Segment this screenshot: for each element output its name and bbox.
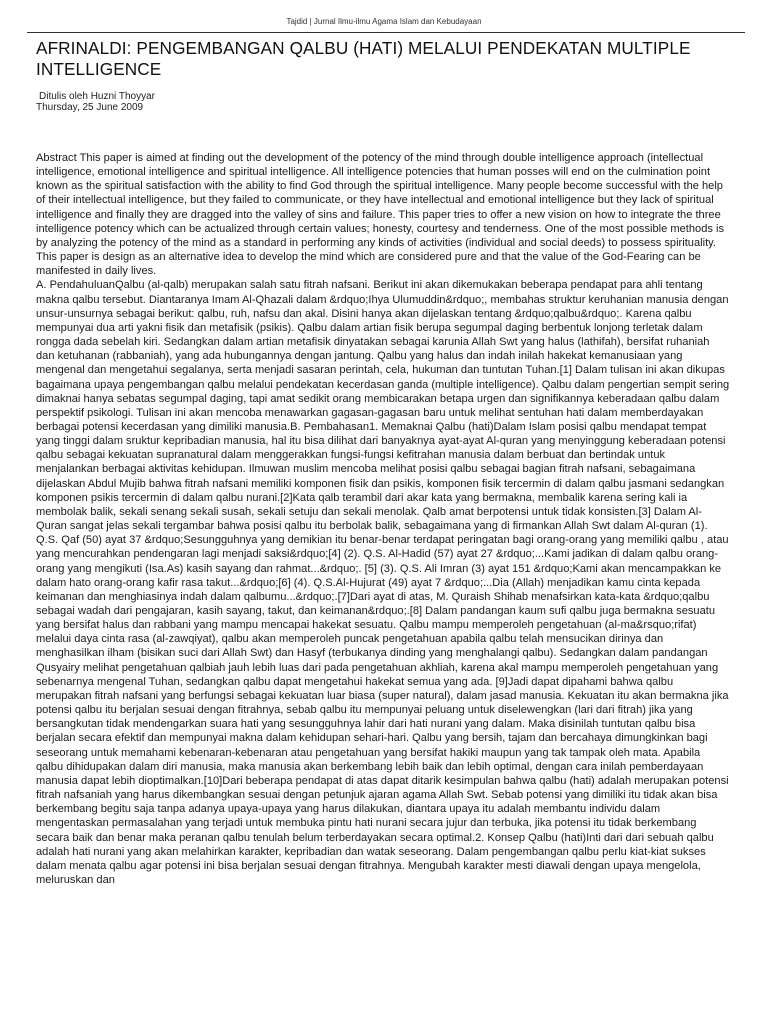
byline xyxy=(36,91,155,113)
author-line: Ditulis oleh Huzni Thoyyar xyxy=(39,91,155,102)
body-text: A. PendahuluanQalbu (al-qalb) merupakan salah satu fitrah nafsani. Berikut ini akan dikemukakan beberapa pendapat para ahli tentang makna qalbu tersebut. Diantaranya Imam Al-Qhazali dalam &rdquo;Ihya Ulumuddin&rdquo;, membahas struktur keruhanian manusia dengan unsur-unsurnya sebagai berikut: qalbu, ruh, nafsu dan akal. Disini hanya akan dijelaskan tentang &rdquo;qalbu&rdquo;. Karena qalbu mempunyai dua arti yakni fisik dan metafisik (psikis). Qalbu dalam artian fisik berupa segumpal daging berbentuk lonjong terletak dalam rongga dada sebelah kiri. Sedangkan dalam artian metafisik dinyatakan sebagai karunia Allah Swt yang halus (lathifah), bersifat ruhaniah dan ketuhanan (rabbaniah), yang ada hubungannya dengan jantung. Qalbu yang halus dan indah inilah hakekat kemanusiaan yang mengenal dan mengetahui segalanya, serta menjadi sasaran perintah, cela, hukuman dan tuntutan Tuhan.[1] Dalam tulisan ini akan dikupas bagaimana upaya pengembangan qalbu melalui pendekatan kecerdasan ganda (multiple intelligence). Qalbu dalam pengertian sempit sering dimaknai hanya sebatas segumpal daging, tapi amat sedikit orang membicarakan betapa urgen dan signifikannya keberadaan qalbu dalam perspektif psikologi. Tulisan ini akan mencoba menawarkan gagasan-gagasan baru untuk melihat sentuhan hati dalam memberdayakan berbagai potensi kecerdasan yang dimiliki manusia.B. Pembahasan1. Memaknai Qalbu (hati)Dalam Islam posisi qalbu mendapat tempat yang tinggi dalam sruktur kepribadian manusia, hal itu bisa dilihat dari banyaknya ayat-ayat Al-quran yang menyinggung keberadaan potensi qalbu sebagai kekuatan supranatural dalam menggerakkan fungsi-fungsi kefitrahan manusia dalam berbuat dan bertindak untuk menjalankan berbagai aktivitas kehidupan. Ilmuwan muslim mencoba melihat posisi qalbu sebagai bagian fitrah nafsani, sebagaimana dijelaskan Abdul Mujib bahwa fitrah nafsani memiliki komponen fisik dan psikis, komponen fisik tercermin di dalam qalbu jasmani sedangkan komponen psikis tercermin di dalam qalbu nurani.[2]Kata qalb terambil dari akar kata yang bermakna, membalik karena sering kali ia membolak balik, sekali senang sekali susah, sekali setuju dan sekali menolak. Qalb amat berpotensi untuk tidak konsisten.[3] Dalam Al-Quran sangat jelas sekali tergambar bahwa posisi qalbu itu berbolak balik, sebagaimana yang di firmankan Allah Swt dalam Al-quran (1). Q.S. Qaf (50) ayat 37 &rdquo;Sesungguhnya yang demikian itu benar-benar terdapat peringatan bagi orang-orang yang memiliki qalbu , atau yang mencurahkan pendengaran lagi menjadi saksi&rdquo;[4] (2). Q.S. Al-Hadid (57) ayat 27 &rdquo;...Kami jadikan di dalam qalbu orang-orang yang mengikuti (Isa.As) kasih sayang dan rahmat...&rdquo;. [5] (3). Q.S. Ali Imran (3) ayat 151 &rdquo;Kami akan mencampakkan ke dalam hato orang-orang kafir rasa takut...&rdquo;[6] (4). Q.S.Al-Hujurat (49) ayat 7 &rdquo;...Dia (Allah) menjadikan kamu cinta kepada keimanan dan menghiasinya indah dalam qalbumu...&rdquo;.[7]Dari ayat di atas, M. Quraish Shihab menafsirkan kata-kata &rdquo;qalbu sebagai wadah dari pengajaran, kasih sayang, takut, dan keimanan&rdquo;.[8] Dalam pandangan kaum sufi qalbu juga bermakna sesuatu yang bersifat halus dan rabbani yang mampu mencapai hakekat sesuatu. Qalbu mampu memperoleh pengetahuan (al-ma&rsquo;rifat) melalui daya cinta rasa (al-zawqiyat), qalbu akan memperoleh puncak pengetahuan apabila qalbu telah mensucikan dirinya dan menghasilkan ilham (bisikan suci dari Allah Swt) dan Hasyf (terbukanya dinding yang menghalangi qalbu). Sedangkan dalam pandangan Qusyairy melihat pengetahuan qalbiah jauh lebih luas dari pada pengetahuan akhliah, karena akal mampu memperoleh pengetahuan yang sebenarnya mengenal Tuhan, sedangkan qalbu dapat mengetahui hakekat semua yang ada. [9]Jadi dapat dipahami bahwa qalbu merupakan fitrah nafsani yang berfungsi sebagai kekuatan luar biasa (super natural), dalam jasad manusia. Kekuatan itu akan bermakna jika potensi qalbu itu berjalan sesuai dengan fitrahnya, sebab qalbu itu mempunyai peluang untuk diselewengkan (lari dari fitrah) jika yang bersangkutan tidak mendengarkan suara hati yang sesungguhnya lahir dari hati nurani yang dalam. Maka disinilah tuntutan qalbu bisa berjalan secara efektif dan mempunyai makna dalam kehidupan sehari-hari. Qalbu yang bersih, tajam dan bercahaya dimungkinkan bagi seseorang untuk memahami kebenaran-kebenaran atau pengetahuan yang bersifat hakiki maupun yang tak tampak oleh mata. Apabila qalbu dihidupakan dalam diri manusia, maka manusia akan berkembang lebih baik dan lebih optimal, dengan cara inilah pemberdayaan manusia dapat lebih dioptimalkan.[10]Dari beberapa pendapat di atas dapat ditarik kesimpulan bahwa qalbu (hati) adalah merupakan potensi fitrah nafsaniah yang harus dikembangkan sesuai dengan petunjuk ajaran agama Allah Swt. Sebab potensi yang dimiliki itu tidak akan bisa berkembang begitu saja tanpa adanya upaya-upaya yang harus dilakukan, diantara upaya itu adalah membantu individu dalam mengentaskan permasalahan yang terjadi untuk membuka pintu hati nurani secara jujur dan terbuka, jika potensi itu tidak berkembang secara baik dan benar maka peranan qalbu tenulah belum terberdayakan secara optimal.2. Konsep Qalbu (hati)Inti dari dari sebuah qalbu adalah hati nurani yang akan melahirkan karakter, kepribadian dan watak seseorang. Dalam pengembangan qalbu perlu kiat-kiat sukses dalam menata qalbu agar potensi ini bisa berjalan sesuai dengan fitrahnya. Mengubah karakter mesti diawali dengan upaya mengelola, meluruskan dan xyxy=(36,279,730,886)
article-body xyxy=(36,151,730,1024)
running-header: Tajdid | Jurnal Ilmu-ilmu Agama Islam dan Kebudayaan xyxy=(286,17,482,26)
abstract-paragraph: Abstract This paper is aimed at finding out the development of the potency of the mind through double intelligence approach (intellectual intelligence, emotional intelligence and spiritual intelligence. All intelligence potencies that human posses will end on the culmination point known as the spiritual satisfaction with the ability to find God through the spiritual intelligence. Many people become successful with the help of their intellectual intelligence, but they failed to communicate, or they have intellectual and emotional intelligence but they lack of spiritual intelligence and finally they are dragged into the valley of sins and failure. This paper tries to offer a new vision on how to integrate the three intelligence potency which can be actualized through certain values; honesty, courtesy and tenderness. One of the most possible methods is by analyzing the potency of the mind as a standard in performing any kinds of activities (individual and social deeds) to possess spirituality. This paper is design as an alternative idea to develop the mind which are considered pure and that the value of the God-Fearing can be manifested in daily lives. xyxy=(36,152,725,278)
header-divider xyxy=(27,32,745,33)
article-title: AFRINALDI: PENGEMBANGAN QALBU (HATI) MELALUI PENDEKATAN MULTIPLE INTELLIGENCE xyxy=(36,38,691,79)
publish-date: Thursday, 25 June 2009 xyxy=(36,102,144,113)
